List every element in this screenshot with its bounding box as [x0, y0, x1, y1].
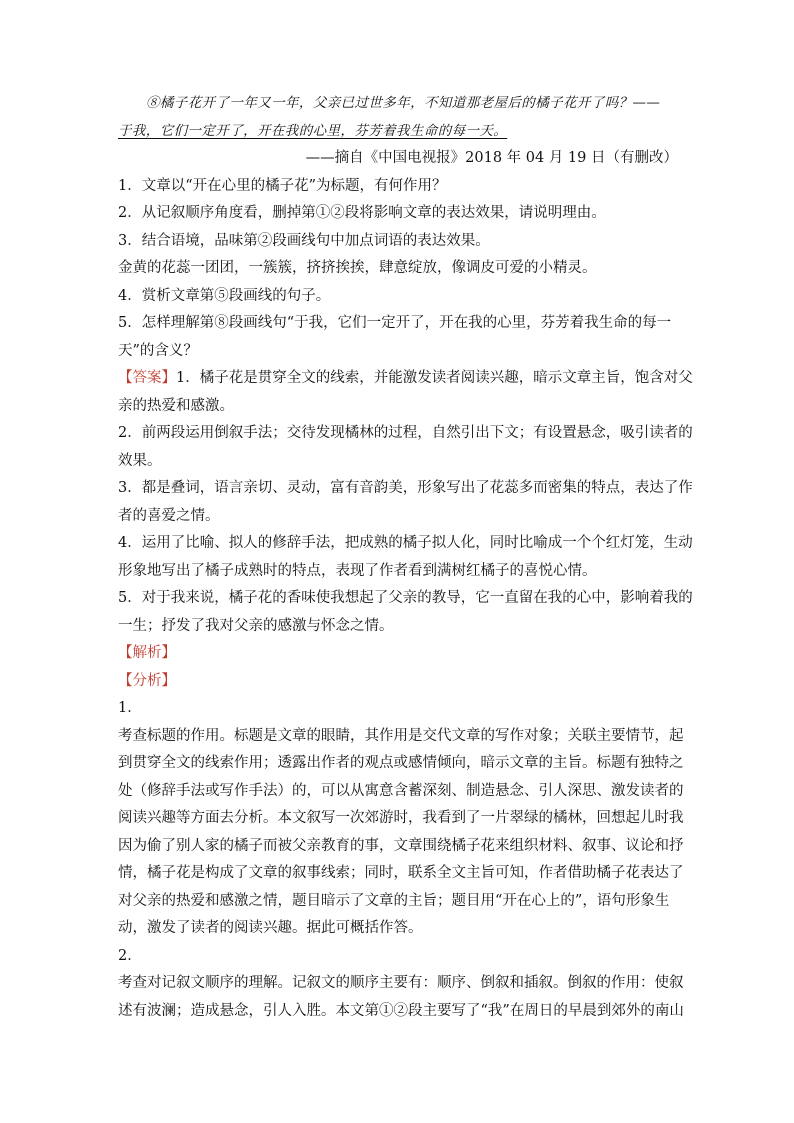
answer-2-line2: 效果。 [118, 452, 162, 469]
analysis-1-line: 情，橘子花是构成了文章的叙事线索；同时，联系全文主旨可知，作者借助橘子花表达了 [118, 865, 684, 881]
document-page [118, 90, 693, 1025]
question-3-quote: 金黄的花蕊一团团，一簇簇，挤挤挨挨，肆意绽放，像调皮可爱的小精灵。 [118, 260, 597, 276]
question-5-line1: 5．怎样理解第⑧段画线句“于我，它们一定开了，开在我的心里，芬芳着我生命的每一 [118, 315, 672, 331]
analysis-1-line: 对父亲的热爱和感激之情，题目暗示了文章的主旨；题目用“开在心上的”，语句形象生 [118, 892, 670, 909]
analysis-number-1: 1． [118, 700, 142, 716]
answer-3-line2: 者的喜爱之情。 [118, 507, 220, 524]
analysis-1-line: 阅读兴趣等方面去分析。本文叙写一次郊游时，我看到了一片翠绿的橘林，回想起儿时我 [118, 810, 684, 826]
passage-para8-line2: 于我，它们一定开了，开在我的心里，芬芳着我生命的每一天。 [118, 122, 508, 139]
answer-1-line1: 【答案】1．橘子花是贯穿全文的线索，并能激发读者阅读兴趣，暗示文章主旨，饱含对父 [118, 370, 693, 386]
question-3: 3．结合语境，品味第②段画线句中加点词语的表达效果。 [118, 232, 490, 249]
analysis-number-2: 2． [118, 947, 142, 964]
answer-5-line2: 一生；抒发了我对父亲的感激与怀念之情。 [118, 617, 394, 634]
answer-4-line2: 形象地写出了橘子成熟时的特点，表现了作者看到满树红橘子的喜悦心情。 [118, 562, 597, 579]
question-2: 2．从记叙顺序角度看，删掉第①②段将影响文章的表达效果，请说明理由。 [118, 205, 606, 221]
analysis-1-line: 考查标题的作用。标题是文章的眼睛，其作用是交代文章的写作对象；关联主要情节，起 [118, 727, 684, 744]
answer-1-line2: 亲的热爱和感激。 [118, 397, 234, 414]
analysis-2-line: 考查对记叙文顺序的理解。记叙文的顺序主要有：顺序、倒叙和插叙。倒叙的作用：使叙 [118, 975, 684, 991]
question-1: 1．文章以“开在心里的橘子花”为标题，有何作用？ [118, 177, 447, 194]
answer-2-line1: 2．前两段运用倒叙手法；交待发现橘林的过程，自然引出下文；有设置悬念，吸引读者的 [118, 425, 693, 441]
answer-3-line1: 3．都是叠词，语言亲切、灵动，富有音韵美，形象写出了花蕊多而密集的特点，表达了作 [118, 480, 693, 496]
jiexi-tag: 【解析】 [118, 645, 176, 661]
analysis-1-line: 动，激发了读者的阅读兴趣。据此可概括作答。 [118, 920, 423, 936]
answer-4-line1: 4．运用了比喻、拟人的修辞手法，把成熟的橘子拟人化，同时比喻成一个个红灯笼，生动 [118, 535, 693, 551]
passage-source: ——摘自《中国电视报》2018 年 04 月 19 日（有删改） [305, 150, 678, 166]
analysis-1-line: 因为偷了别人家的橘子而被父亲教育的事，文章围绕橘子花来组织材料、叙事、议论和抒 [118, 837, 684, 854]
fenxi-tag: 【分析】 [118, 672, 176, 689]
analysis-2-line: 述有波澜；造成悬念，引人入胜。本文第①②段主要写了“我”在周日的早晨到郊外的南山 [118, 1002, 684, 1019]
passage-para8-line1: ⑧橘子花开了一年又一年，父亲已过世多年，不知道那老屋后的橘子花开了吗？—— [146, 95, 661, 111]
question-5-line2: 天”的含义？ [118, 342, 198, 359]
analysis-1-line: 处（修辞手法或写作手法）的，可以从寓意含蓄深刻、制造悬念、引人深思、激发读者的 [118, 782, 684, 799]
question-4: 4．赏析文章第⑤段画线的句子。 [118, 287, 331, 304]
answer-5-line1: 5．对于我来说，橘子花的香味使我想起了父亲的教导，它一直留在我的心中，影响着我的 [118, 590, 693, 606]
answer-tag: 【答案】 [118, 370, 176, 386]
analysis-1-line: 到贯穿全文的线索作用；透露出作者的观点或感情倾向，暗示文章的主旨。标题有独特之 [118, 755, 684, 771]
